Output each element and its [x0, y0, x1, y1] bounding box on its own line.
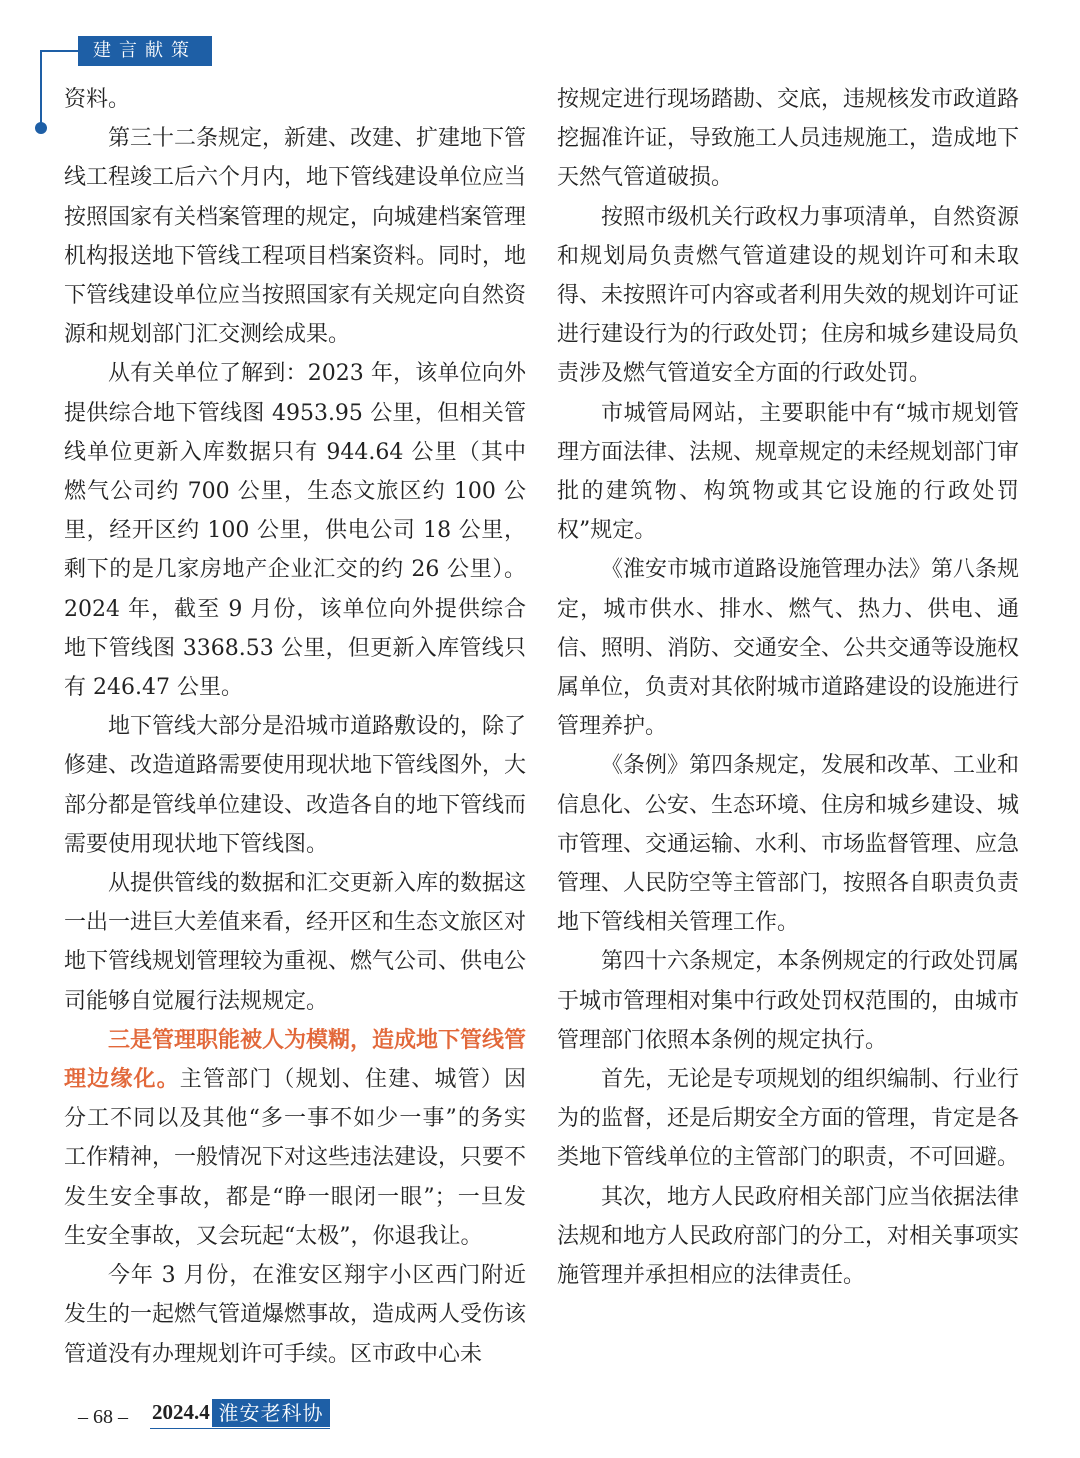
paragraph: [64, 864, 526, 1021]
paragraph-text: 首先，无论是专项规划的组织编制、行业行为的监督，还是后期安全方面的管理，肯定是各类地下管线单位的主管部门的职责，不可回避。: [557, 1067, 1020, 1171]
paragraph: [64, 707, 526, 864]
header-rule-vertical: [40, 50, 42, 126]
page-number: – 68 –: [78, 1406, 128, 1428]
paragraph: [557, 1060, 1019, 1178]
paragraph-text: 《条例》第四条规定，发展和改革、工业和信息化、公安、生态环境、住房和城乡建设、城市管理、交通运输、水利、市场监督管理、应急管理、人民防空等主管部门，按照各自职责负责地下管线相关管理工作。: [557, 753, 1020, 936]
header-rule-horizontal: [40, 50, 78, 52]
paragraph-text: 资料。: [64, 87, 131, 112]
paragraph: [64, 119, 526, 354]
paragraph-text: 第三十二条规定，新建、改建、扩建地下管线工程竣工后六个月内，地下管线建设单位应当按照国家有关档案管理的规定，向城建档案管理机构报送地下管线工程项目档案资料。同时，地下管线建设单位应当按照国家有关规定向自然资源和规划部门汇交测绘成果。: [64, 126, 527, 348]
paragraph: [557, 746, 1019, 942]
paragraph-text: 《淮安市城市道路设施管理办法》第八条规定，城市供水、排水、燃气、热力、供电、通信、照明、消防、交通安全、公共交通等设施权属单位，负责对其依附城市道路建设的设施进行管理养护。: [557, 557, 1020, 740]
paragraph: [64, 1256, 526, 1374]
footer-rule: [150, 1428, 330, 1429]
left-column: [64, 80, 526, 1374]
paragraph-text: 主管部门（规划、住建、城管）因分工不同以及其他“多一事不如少一事”的务实工作精神，一般情况下对这些违法建设，只要不发生安全事故，都是“睁一眼闭一眼”；一旦发生安全事故，又会玩起“太极”，你退我让。: [64, 1067, 527, 1249]
paragraph: [557, 942, 1019, 1060]
paragraph-text: 地下管线大部分是沿城市道路敷设的，除了修建、改造道路需要使用现状地下管线图外，大部分都是管线单位建设、改造各自的地下管线而需要使用现状地下管线图。: [64, 714, 527, 857]
paragraph: [64, 1021, 526, 1256]
issue-number: 2024.4: [152, 1400, 210, 1424]
paragraph: [64, 354, 526, 707]
header-bullet-dot: [35, 122, 47, 134]
paragraph-text: 第四十六条规定，本条例规定的行政处罚属于城市管理相对集中行政处罚权范围的，由城市管理部门依照本条例的规定执行。: [557, 949, 1020, 1053]
paragraph-text: 今年 3 月份，在淮安区翔宇小区西门附近发生的一起燃气管道爆燃事故，造成两人受伤该管道没有办理规划许可手续。区市政中心未: [64, 1263, 527, 1367]
paragraph-text: 按照市级机关行政权力事项清单，自然资源和规划局负责燃气管道建设的规划许可和未取得、未按照许可内容或者利用失效的规划许可证进行建设行为的行政处罚；住房和城乡建设局负责涉及燃气管道安全方面的行政处罚。: [557, 204, 1020, 387]
paragraph: [557, 394, 1019, 551]
magazine-name: 淮安老科协: [212, 1399, 330, 1427]
paragraph: [557, 198, 1019, 394]
right-column: [557, 80, 1019, 1295]
paragraph-text: 其次，地方人民政府相关部门应当依据法律法规和地方人民政府部门的分工，对相关事项实施管理并承担相应的法律责任。: [557, 1184, 1020, 1289]
paragraph: [557, 80, 1019, 198]
highlighted-heading: 三是管理职能被人为模糊，造成地下管线管理边缘化。: [64, 1026, 527, 1093]
paragraph-text: 从有关单位了解到：2023 年，该单位向外提供综合地下管线图 4953.95 公里，但相关管线单位更新入库数据只有 944.64 公里（其中燃气公司约 700 公里，生态文旅区约 100 公里，经开区约 100 公里，供电公司 18 公里，剩下的是几家房地产企业汇交的约 26 公里）。2024 年，截至 9 月份，该单位向外提供综合地下管线图 3368.53 公里，但更新入库管线只有 246.47 公里。: [64, 361, 526, 701]
paragraph-text: 按规定进行现场踏勘、交底，违规核发市政道路挖掘准许证，导致施工人员违规施工，造成地下天然气管道破损。: [557, 87, 1020, 191]
paragraph-text: 市城管局网站，主要职能中有“城市规划管理方面法律、法规、规章规定的未经规划部门审批的建筑物、构筑物或其它设施的行政处罚权”规定。: [557, 400, 1020, 544]
section-tag: 建言献策: [78, 36, 212, 66]
paragraph: [64, 80, 526, 119]
paragraph: [557, 550, 1019, 746]
paragraph-text: 从提供管线的数据和汇交更新入库的数据这一出一进巨大差值来看，经开区和生态文旅区对地下管线规划管理较为重视、燃气公司、供电公司能够自觉履行法规规定。: [64, 871, 527, 1014]
paragraph: [557, 1178, 1019, 1296]
